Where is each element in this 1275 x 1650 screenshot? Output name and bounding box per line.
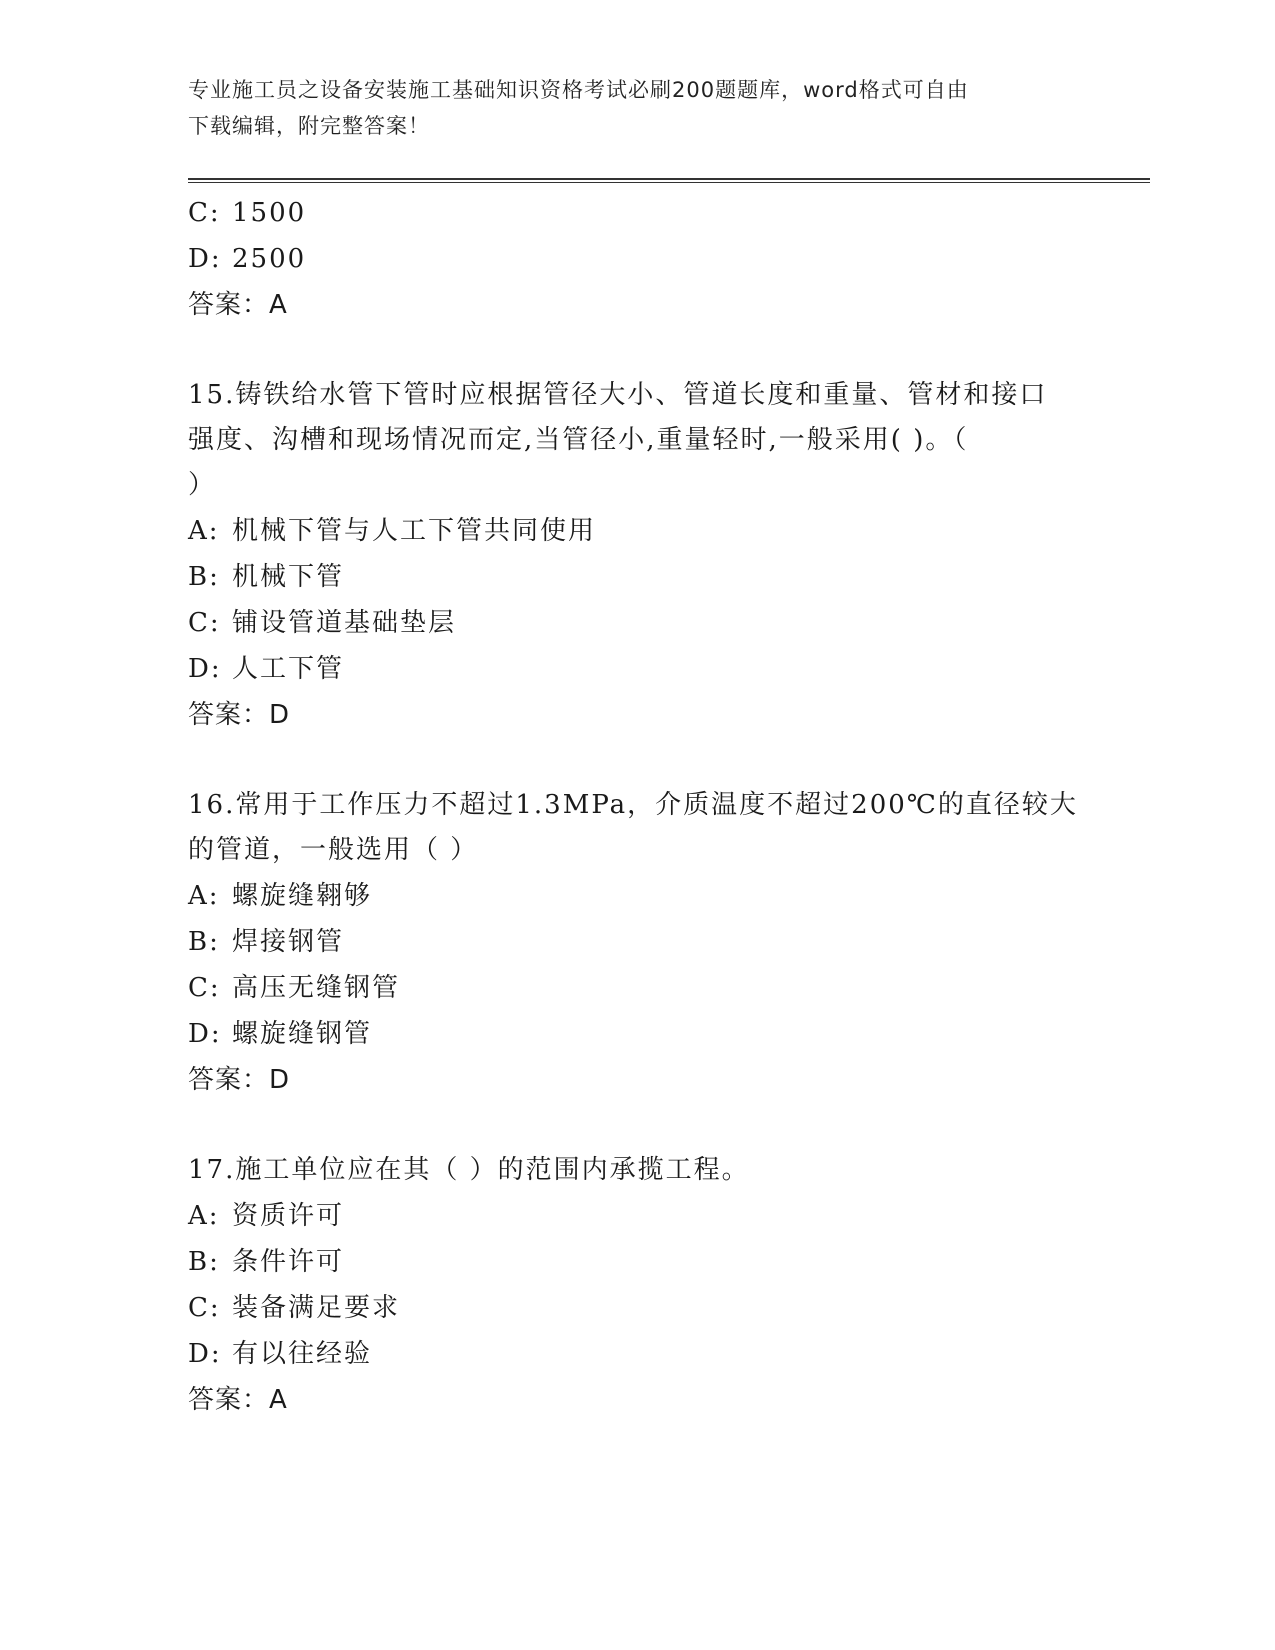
option-a: A: 螺旋缝翱够	[188, 881, 373, 911]
header-title-line-2: 下载编辑，附完整答案！	[188, 114, 430, 138]
answer-line: 答案：A	[188, 290, 288, 320]
question-stem-line: 15.铸铁给水管下管时应根据管径大小、管道长度和重量、管材和接口	[188, 380, 1048, 410]
option-c: C: 装备满足要求	[188, 1293, 401, 1323]
question-stem-line: 的管道，一般选用（ ）	[188, 835, 479, 865]
option-a: A: 资质许可	[188, 1201, 345, 1231]
question-stem-line: ）	[188, 470, 217, 500]
page-header	[188, 72, 1088, 144]
option-d: D: 螺旋缝钢管	[188, 1019, 373, 1049]
question-stem-line: 16.常用于工作压力不超过1.3MPa，介质温度不超过200℃的直径较大	[188, 790, 1078, 820]
option-d: D: 2500	[188, 244, 307, 274]
option-b: B: 条件许可	[188, 1247, 345, 1277]
option-c: C: 高压无缝钢管	[188, 973, 401, 1003]
answer-line: 答案：D	[188, 1065, 291, 1095]
option-c: C: 铺设管道基础垫层	[188, 608, 457, 638]
option-d: D: 有以往经验	[188, 1339, 373, 1369]
question-16	[188, 783, 1088, 1103]
document-body	[188, 190, 1088, 1423]
option-a: A: 机械下管与人工下管共同使用	[188, 516, 597, 546]
question-stem-line: 17.施工单位应在其（ ）的范围内承揽工程。	[188, 1155, 750, 1185]
option-c: C: 1500	[188, 198, 307, 228]
header-divider	[188, 178, 1150, 183]
answer-line: 答案：A	[188, 1385, 288, 1415]
question-17	[188, 1148, 1088, 1423]
option-b: B: 机械下管	[188, 562, 345, 592]
answer-line: 答案：D	[188, 700, 291, 730]
option-b: B: 焊接钢管	[188, 927, 345, 957]
question-stem-line: 强度、沟槽和现场情况而定,当管径小,重量轻时,一般采用( )。（	[188, 425, 969, 455]
option-d: D: 人工下管	[188, 654, 345, 684]
previous-question	[188, 190, 1088, 328]
question-15	[188, 373, 1088, 738]
header-title-line-1: 专业施工员之设备安装施工基础知识资格考试必刷200题题库，word格式可自由	[188, 78, 969, 102]
